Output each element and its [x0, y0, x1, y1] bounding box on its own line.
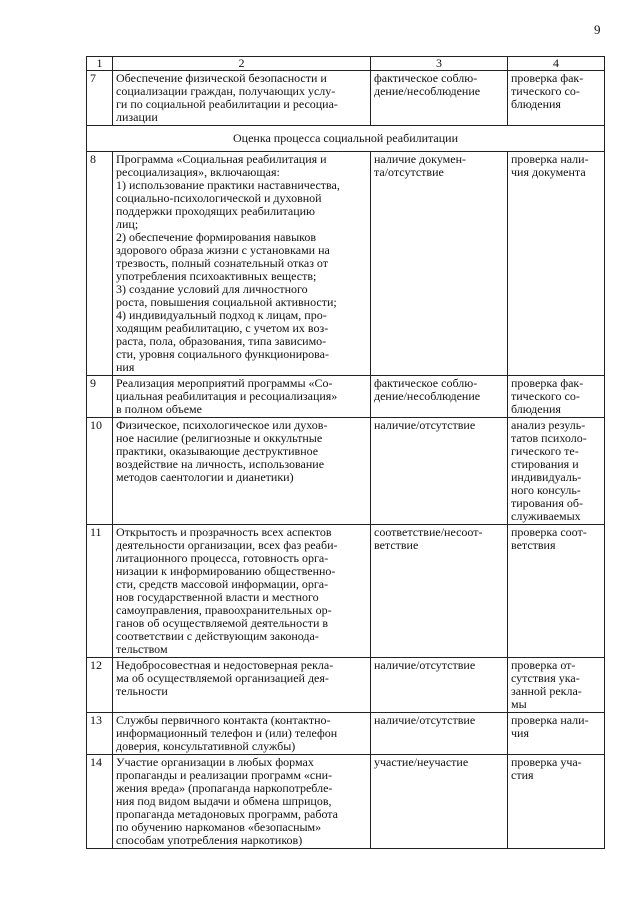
row-number: 9	[87, 376, 113, 418]
row-number: 11	[87, 525, 113, 658]
method-cell: проверка нали- чия документа	[508, 152, 605, 376]
row-number: 7	[87, 71, 113, 126]
indicator-cell: наличие докумен- та/отсутствие	[371, 152, 508, 376]
row-number: 14	[87, 755, 113, 849]
method-cell: проверка соот- ветствия	[508, 525, 605, 658]
method-cell: проверка фак- тического со- блюдения	[508, 376, 605, 418]
table-row	[87, 658, 605, 713]
criterion-cell: Программа «Социальная реабилитация и ресоциализация», включающая: 1) использование практики наставничества, социально-психологической и духовной поддержки проходящих реабилитацию лиц; 2) обеспечение формирования навыков здорового образа жизни с установками на трезвость, полный сознательный отказ от употребления психоактивных веществ; 3) создание условий для личностного роста, повышения социальной активности; 4) индивидуальный подход к лицам, про- ходящим реабилитацию, с учетом их воз- раста, пола, образования, типа зависимо- сти, уровня социального функционирова- ния	[113, 152, 371, 376]
criteria-table	[86, 56, 605, 849]
table-row	[87, 755, 605, 849]
indicator-cell: наличие/отсутствие	[371, 658, 508, 713]
method-cell: проверка уча- стия	[508, 755, 605, 849]
indicator-cell: фактическое соблю- дение/несоблюдение	[371, 71, 508, 126]
indicator-cell: фактическое соблю- дение/несоблюдение	[371, 376, 508, 418]
page-number: 9	[594, 22, 601, 37]
table-row	[87, 152, 605, 376]
table-row	[87, 713, 605, 755]
criterion-cell: Службы первичного контакта (контактно- информационный телефон и (или) телефон доверия, консультативной службы)	[113, 713, 371, 755]
column-number-4: 4	[508, 57, 605, 71]
criterion-cell: Недобросовестная и недостоверная рекла- ма об осуществляемой организацией дея- тельности	[113, 658, 371, 713]
criterion-cell: Реализация мероприятий программы «Со- циальная реабилитация и ресоциализация» в полном объеме	[113, 376, 371, 418]
criterion-cell: Участие организации в любых формах пропаганды и реализации программ «сни- жения вреда» (пропаганда наркопотребле- ния под видом выдачи и обмена шприцов, пропаганда метадоновых программ, работа по обучению наркоманов «безопасным» способам употребления наркотиков)	[113, 755, 371, 849]
row-number: 12	[87, 658, 113, 713]
column-number-header-row	[87, 57, 605, 71]
criterion-cell: Открытость и прозрачность всех аспектов деятельности организации, всех фаз реаби- литационного процесса, готовность орга- низации к информированию общественно- сти, средств массовой информации, орга- нов государственной власти и местного самоуправления, правоохранительных ор- ганов об осуществляемой деятельности в соответствии с действующим законода- тельством	[113, 525, 371, 658]
indicator-cell: наличие/отсутствие	[371, 418, 508, 525]
method-cell: проверка фак- тического со- блюдения	[508, 71, 605, 126]
row-number: 13	[87, 713, 113, 755]
section-title: Оценка процесса социальной реабилитации	[87, 126, 605, 152]
criterion-cell: Обеспечение физической безопасности и социализации граждан, получающих услу- ги по социальной реабилитации и ресоциа- лизации	[113, 71, 371, 126]
indicator-cell: участие/неучастие	[371, 755, 508, 849]
row-number: 10	[87, 418, 113, 525]
row-number: 8	[87, 152, 113, 376]
method-cell: анализ резуль- татов психоло- гического те- стирования и индивидуаль- ного консуль- тирования об- служиваемых	[508, 418, 605, 525]
section-row	[87, 126, 605, 152]
indicator-cell: наличие/отсутствие	[371, 713, 508, 755]
table-row	[87, 71, 605, 126]
criterion-cell: Физическое, психологическое или духов- ное насилие (религиозные и оккультные практики, оказывающие деструктивное воздействие на личность, использование методов саентологии и дианетики)	[113, 418, 371, 525]
table-row	[87, 525, 605, 658]
column-number-2: 2	[113, 57, 371, 71]
column-number-3: 3	[371, 57, 508, 71]
method-cell: проверка от- сутствия ука- занной рекла- мы	[508, 658, 605, 713]
column-number-1: 1	[87, 57, 113, 71]
method-cell: проверка нали- чия	[508, 713, 605, 755]
table-row	[87, 418, 605, 525]
indicator-cell: соответствие/несоот- ветствие	[371, 525, 508, 658]
table-row	[87, 376, 605, 418]
